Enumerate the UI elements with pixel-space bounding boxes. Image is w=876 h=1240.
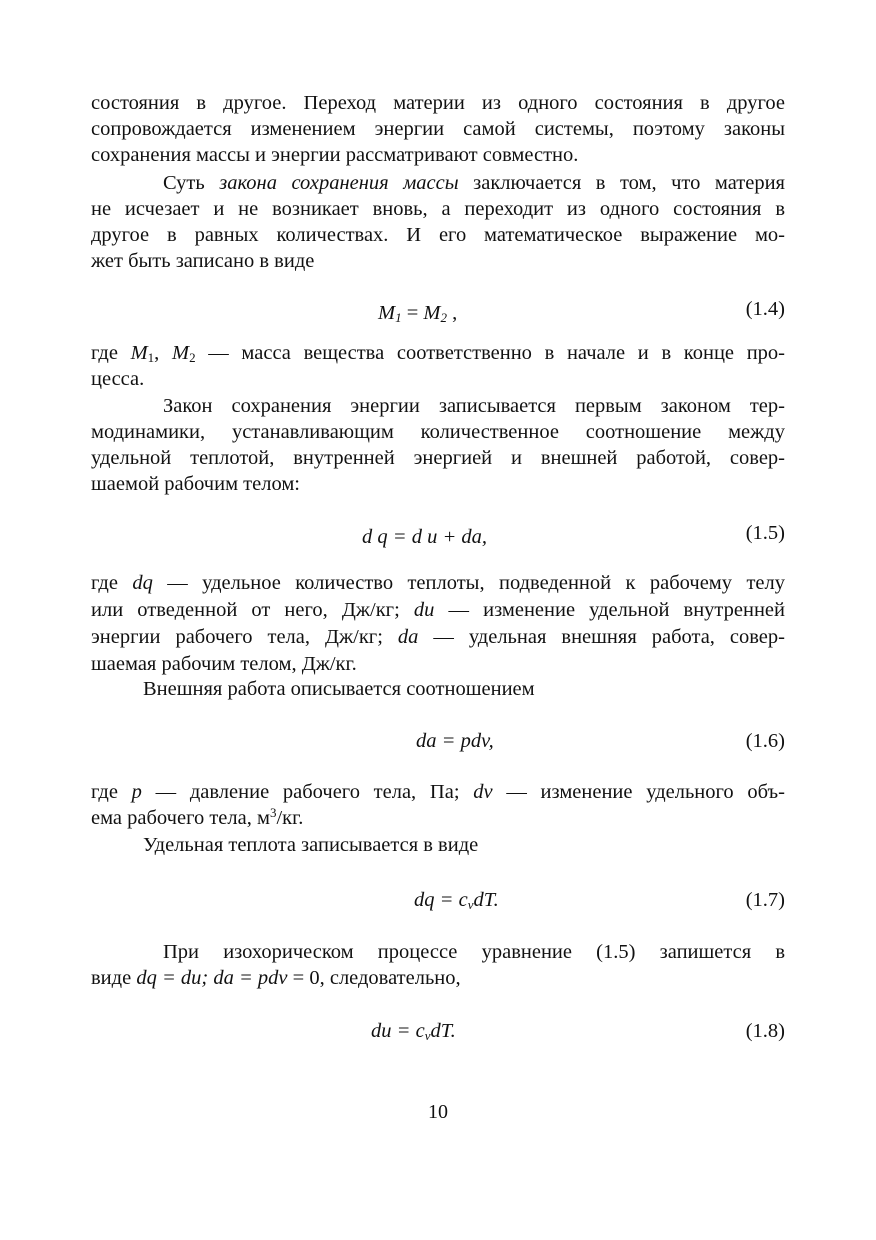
equation-1-8: du = $c_vdT$.	[371, 1020, 456, 1043]
equation-1-4: $M_1 = M_2$ ,	[378, 302, 458, 325]
text-line: удельной теплотой, внутренней энергией и внешней работой, совер-	[91, 447, 785, 469]
equation-1-7: dq = $c_vdT$.	[414, 889, 499, 912]
text-line: где dq — удельное количество теплоты, подведенной к рабочему телу	[91, 572, 785, 594]
equation-1-5: d q = d u + da,	[362, 526, 488, 548]
text-line: ема рабочего тела, $м^3/кг$.	[91, 805, 304, 829]
text-line: виде dq = du; da = pdv = 0, следовательно,	[91, 967, 461, 989]
text-line: не исчезает и не возникает вновь, а переходит из одного состояния в	[91, 198, 785, 220]
equation-number: (1.5)	[745, 522, 785, 544]
text-line: сопровождается изменением энергии самой системы, поэтому законы	[91, 118, 785, 140]
equation-1-6: da = pdv,	[416, 730, 494, 752]
text-line: где p — давление рабочего тела, Па; dv — изменение удельного объ-	[91, 781, 785, 803]
text-line: шаемая рабочим телом, Дж/кг.	[91, 653, 357, 675]
text-line: где $M_1$, $M_2$ — масса вещества соответственно в начале и в конце про-	[91, 342, 785, 365]
text-line: жет быть записано в виде	[91, 250, 315, 272]
page-number: 10	[428, 1101, 448, 1123]
equation-number: (1.6)	[745, 730, 785, 752]
text-line: Закон сохранения энергии записывается первым законом тер-	[163, 395, 785, 417]
text-line: Суть закона сохранения массы заключается в том, что материя	[163, 172, 785, 194]
text-line: Удельная теплота записывается в виде	[143, 834, 479, 856]
text-line: цесса.	[91, 368, 145, 390]
text-line: или отведенной от него, Дж/кг; du — изменение удельной внутренней	[91, 599, 785, 621]
equation-number: (1.4)	[745, 298, 785, 320]
text-line: энергии рабочего тела, Дж/кг; da — удельная внешняя работа, совер-	[91, 626, 785, 648]
equation-number: (1.8)	[745, 1020, 785, 1042]
text-line: другое в равных количествах. И его математическое выражение мо-	[91, 224, 785, 246]
text-line: состояния в другое. Переход материи из одного состояния в другое	[91, 92, 785, 114]
equation-number: (1.7)	[745, 889, 785, 911]
text-line: сохранения массы и энергии рассматривают совместно.	[91, 144, 579, 166]
text-line: Внешняя работа описывается соотношением	[143, 678, 535, 700]
text-line: При изохорическом процессе уравнение (1.5) запишется в	[163, 941, 785, 963]
text-line: шаемой рабочим телом:	[91, 473, 300, 495]
text-line: модинамики, устанавливающим количественное соотношение между	[91, 421, 785, 443]
